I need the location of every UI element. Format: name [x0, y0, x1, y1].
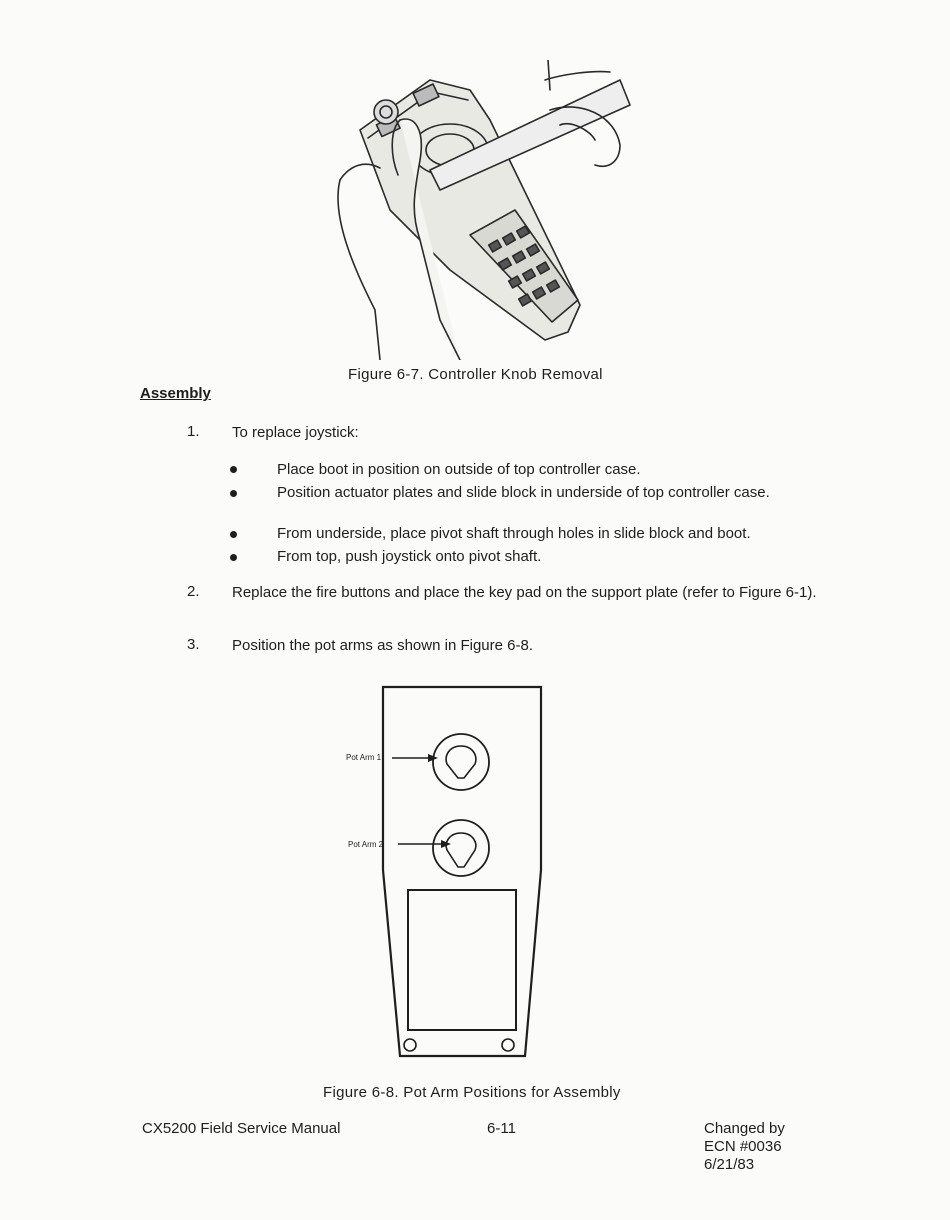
page-number: 6-11	[487, 1120, 516, 1137]
change-date: 6/21/83	[704, 1156, 755, 1173]
pot-arm-diagram	[330, 680, 560, 1065]
bullet-dot	[230, 531, 237, 538]
bullet-text: Place boot in position on outside of top controller case.	[277, 461, 641, 478]
step-text: Replace the fire buttons and place the key pad on the support plate (refer to Figure 6-1).	[232, 584, 817, 601]
ecn-number: ECN #0036	[704, 1138, 782, 1155]
step-text: To replace joystick:	[232, 424, 359, 441]
bullet-text: From underside, place pivot shaft through holes in slide block and boot.	[277, 525, 751, 542]
step-number: 2.	[187, 583, 200, 600]
bullet-dot	[230, 466, 237, 473]
changed-by: Changed by	[704, 1120, 785, 1137]
bullet-text: From top, push joystick onto pivot shaft.	[277, 548, 542, 565]
pot-arm-2-label: Pot Arm 2	[348, 840, 384, 849]
figure-6-8-caption: Figure 6-8. Pot Arm Positions for Assembly	[323, 1084, 621, 1101]
bullet-dot	[230, 490, 237, 497]
section-heading: Assembly	[140, 385, 211, 402]
step-text: Position the pot arms as shown in Figure 6-8.	[232, 637, 533, 654]
step-number: 1.	[187, 423, 200, 440]
change-note	[704, 1120, 785, 1174]
controller-knob-removal-illustration	[320, 60, 650, 360]
figure-6-7-caption: Figure 6-7. Controller Knob Removal	[348, 366, 603, 383]
bullet-text: Position actuator plates and slide block in underside of top controller case.	[277, 484, 770, 501]
manual-title: CX5200 Field Service Manual	[142, 1120, 341, 1137]
step-number: 3.	[187, 636, 200, 653]
bullet-dot	[230, 554, 237, 561]
pot-arm-1-label: Pot Arm 1	[346, 753, 382, 762]
